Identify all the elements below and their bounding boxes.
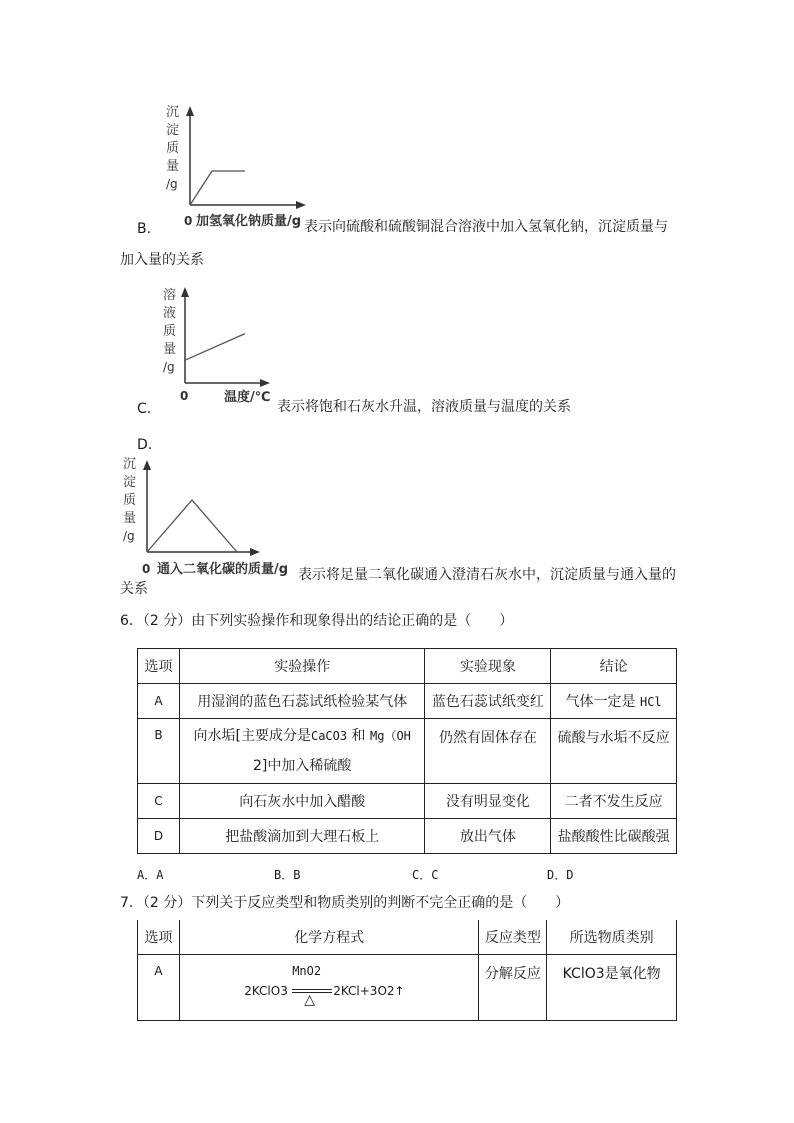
table-row xyxy=(138,784,677,819)
graph-b-ylabel-1: 沉 xyxy=(166,105,180,120)
graph-c-series-line xyxy=(185,334,245,361)
graph-d-x-arrow xyxy=(250,548,260,556)
q6-header-phen: 实验现象 xyxy=(425,649,551,684)
graph-b-ylabel-2: 淀 xyxy=(166,123,180,138)
option-d-letter: D. xyxy=(137,437,153,453)
graph-d-ylabel-3: 质 xyxy=(123,493,137,508)
q7-header-row xyxy=(138,920,677,954)
table-row xyxy=(138,819,677,854)
table-row xyxy=(138,719,677,784)
graph-c-ylabel-1: 溶 xyxy=(163,288,177,303)
equation-reactant: 2KClO3 xyxy=(244,984,288,998)
graph-d-ylabel-1: 沉 xyxy=(123,457,137,472)
q6-row-b-op-line2: 2]中加入稀硫酸 xyxy=(253,758,352,774)
q6-row-b-op-text-c: 和 xyxy=(351,728,366,744)
graph-d xyxy=(118,452,308,582)
q6-header-concl: 结论 xyxy=(551,649,677,684)
q6-row-b-op-text-a: 向水垢[主要成分是 xyxy=(193,728,311,744)
option-d-desc-line2: 关系 xyxy=(120,581,148,597)
q7-header-cat: 所选物质类别 xyxy=(547,920,677,954)
graph-c-xlabel: 温度/℃ xyxy=(224,390,271,405)
option-b-letter: B. xyxy=(137,221,152,237)
graph-b-series-line xyxy=(190,171,245,205)
graph-b-origin: 0 xyxy=(184,214,193,228)
table-row xyxy=(138,684,677,719)
option-c-letter: C. xyxy=(137,401,152,417)
q6-row-b-op-line1 xyxy=(184,721,421,751)
q6-row-b-op-formula: CaCO3 xyxy=(310,729,348,743)
q6-row-d-concl: 盐酸酸性比碳酸强 xyxy=(551,819,677,854)
q6-row-b-concl: 硫酸与水垢不反应 xyxy=(551,719,677,784)
q6-choice-a[interactable]: A．A xyxy=(137,868,164,882)
q6-row-d-phen: 放出气体 xyxy=(425,819,551,854)
graph-d-ylabel-5: /g xyxy=(123,529,135,543)
q7-row-a-opt: A xyxy=(138,954,180,1020)
q6-row-a-concl-formula: HCl xyxy=(639,695,662,709)
graph-b-x-arrow xyxy=(296,201,306,209)
q6-header-row xyxy=(138,649,677,684)
q6-row-c-phen: 没有明显变化 xyxy=(425,784,551,819)
table-row xyxy=(138,954,677,1020)
option-d-desc-line1: 表示将足量二氧化碳通入澄清石灰水中，沉淀质量与通入量的 xyxy=(298,567,676,583)
q6-row-c-opt: C xyxy=(138,784,180,819)
q7-stem: 7．（2 分）下列关于反应类型和物质类别的判断不完全正确的是（ ） xyxy=(120,895,570,911)
q6-row-b-opt: B xyxy=(138,719,180,784)
q7-table xyxy=(137,920,677,1021)
q7-header-eq: 化学方程式 xyxy=(179,920,479,954)
q6-row-b-op-text-d: Mg（OH xyxy=(370,729,411,743)
q6-choices xyxy=(137,866,677,882)
graph-c-origin: 0 xyxy=(180,389,189,403)
q6-row-a-phen: 蓝色石蕊试纸变红 xyxy=(425,684,551,719)
graph-c-x-arrow xyxy=(260,379,270,387)
q6-row-a-op: 用湿润的蓝色石蕊试纸检验某气体 xyxy=(179,684,425,719)
q6-row-a-concl xyxy=(551,684,677,719)
q7-row-a-type: 分解反应 xyxy=(479,954,547,1020)
q6-row-a-concl-prefix: 气体一定是 xyxy=(565,694,636,710)
q6-choice-d[interactable]: D．D xyxy=(547,868,574,882)
q6-header-opt: 选项 xyxy=(138,649,180,684)
graph-d-ylabel-2: 淀 xyxy=(123,475,137,490)
graph-c-ylabel-3: 质 xyxy=(163,324,177,339)
graph-d-ylabel-4: 量 xyxy=(123,511,137,526)
q6-row-b-op xyxy=(179,719,425,784)
equation-heat-symbol: △ xyxy=(304,992,315,1008)
q6-row-b-phen: 仍然有固体存在 xyxy=(425,719,551,784)
q6-choice-b[interactable]: B．B xyxy=(274,868,301,882)
equation-product: 2KCl+3O2↑ xyxy=(333,984,405,998)
graph-b-y-arrow xyxy=(186,106,194,116)
q7-row-a-equation xyxy=(179,954,479,1020)
option-c-desc: 表示将饱和石灰水升温，溶液质量与温度的关系 xyxy=(277,399,571,415)
q6-table xyxy=(137,648,677,854)
graph-d-y-arrow xyxy=(143,460,151,470)
q7-header-type: 反应类型 xyxy=(479,920,547,954)
q6-stem: 6．（2 分）由下列实验操作和现象得出的结论正确的是（ ） xyxy=(120,613,514,629)
q6-header-op: 实验操作 xyxy=(179,649,425,684)
q6-row-c-op: 向石灰水中加入醋酸 xyxy=(179,784,425,819)
q7-row-a-category: KClO3是氧化物 xyxy=(547,954,677,1020)
graph-c-y-arrow xyxy=(181,287,189,297)
option-b-desc-line2: 加入量的关系 xyxy=(120,252,204,268)
q6-row-d-op: 把盐酸滴加到大理石板上 xyxy=(179,819,425,854)
graph-c-ylabel-4: 量 xyxy=(163,342,177,357)
equation-catalyst: MnO2 xyxy=(292,964,322,978)
graph-b-ylabel-5: /g xyxy=(166,177,178,191)
q6-row-a-opt: A xyxy=(138,684,180,719)
graph-b-xlabel: 加氢氧化钠质量/g xyxy=(196,214,302,229)
graph-b-ylabel-3: 质 xyxy=(166,141,180,156)
graph-c-ylabel-2: 液 xyxy=(163,306,177,321)
q7-header-opt: 选项 xyxy=(138,920,180,954)
q6-row-c-concl: 二者不发生反应 xyxy=(551,784,677,819)
graph-c-ylabel-5: /g xyxy=(163,360,175,374)
chemical-equation xyxy=(244,962,414,1012)
q6-row-d-opt: D xyxy=(138,819,180,854)
graph-d-origin: 0 xyxy=(142,562,151,576)
graph-c xyxy=(160,283,300,408)
graph-b-ylabel-4: 量 xyxy=(166,159,180,174)
option-b-desc-line1: 表示向硫酸和硫酸铜混合溶液中加入氢氧化钠，沉淀质量与 xyxy=(304,219,668,235)
graph-d-series-line xyxy=(147,500,237,552)
graph-b xyxy=(160,100,320,230)
q6-choice-c[interactable]: C．C xyxy=(412,868,439,882)
graph-d-xlabel: 通入二氧化碳的质量/g xyxy=(157,562,289,577)
